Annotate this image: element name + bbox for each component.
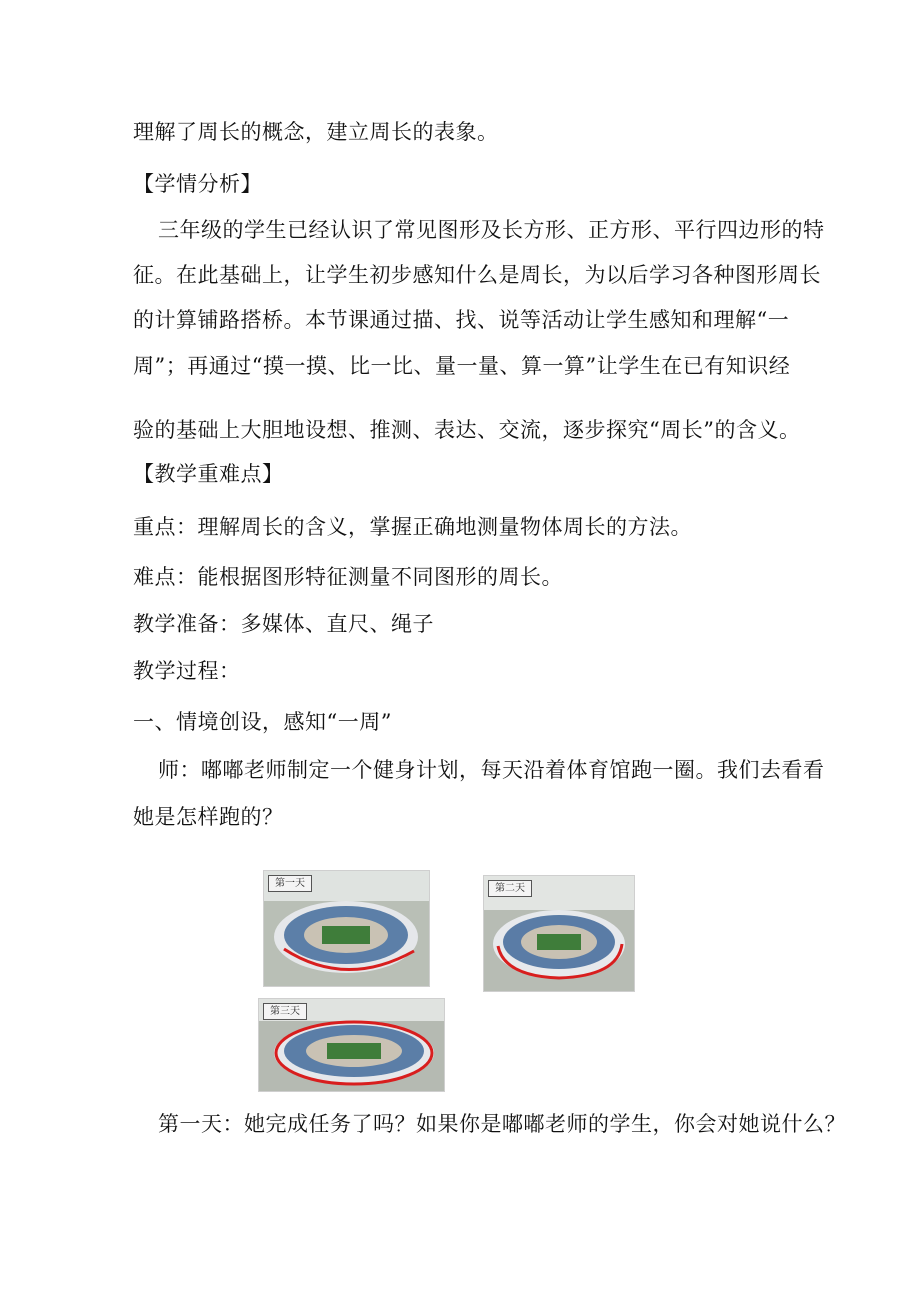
paragraph-line: 她是怎样跑的？ <box>133 805 284 829</box>
figure-day-two <box>483 875 635 992</box>
section-heading-student-analysis: 【学情分析】 <box>133 172 262 196</box>
process-heading: 教学过程： <box>133 659 241 683</box>
figure-label: 第二天 <box>488 880 532 897</box>
figure-label: 第三天 <box>263 1003 307 1020</box>
subsection-heading: 一、情境创设，感知“一周” <box>133 710 392 734</box>
difficulty-line: 难点：能根据图形特征测量不同图形的周长。 <box>133 565 563 589</box>
paragraph-line: 验的基础上大胆地设想、推测、表达、交流，逐步探究“周长”的含义。 <box>133 418 801 442</box>
paragraph-line: 三年级的学生已经认识了常见图形及长方形、正方形、平行四边形的特 <box>158 218 825 242</box>
figure-day-one <box>263 870 430 987</box>
key-point-line: 重点：理解周长的含义，掌握正确地测量物体周长的方法。 <box>133 515 692 539</box>
figure-day-three <box>258 998 445 1092</box>
question-line: 第一天：她完成任务了吗？如果你是嘟嘟老师的学生，你会对她说什么？ <box>158 1112 846 1136</box>
figure-label: 第一天 <box>268 875 312 892</box>
paragraph-line: 征。在此基础上，让学生初步感知什么是周长，为以后学习各种图形周长 <box>133 263 821 287</box>
paragraph-line: 师：嘟嘟老师制定一个健身计划，每天沿着体育馆跑一圈。我们去看看 <box>158 758 825 782</box>
paragraph-line: 的计算铺路搭桥。本节课通过描、找、说等活动让学生感知和理解“一 <box>133 308 790 332</box>
text-line-1: 理解了周长的概念，建立周长的表象。 <box>133 120 499 144</box>
paragraph-line: 周”；再通过“摸一摸、比一比、量一量、算一算”让学生在已有知识经 <box>133 354 791 378</box>
preparation-line: 教学准备：多媒体、直尺、绳子 <box>133 612 434 636</box>
section-heading-key-points: 【教学重难点】 <box>133 462 284 486</box>
